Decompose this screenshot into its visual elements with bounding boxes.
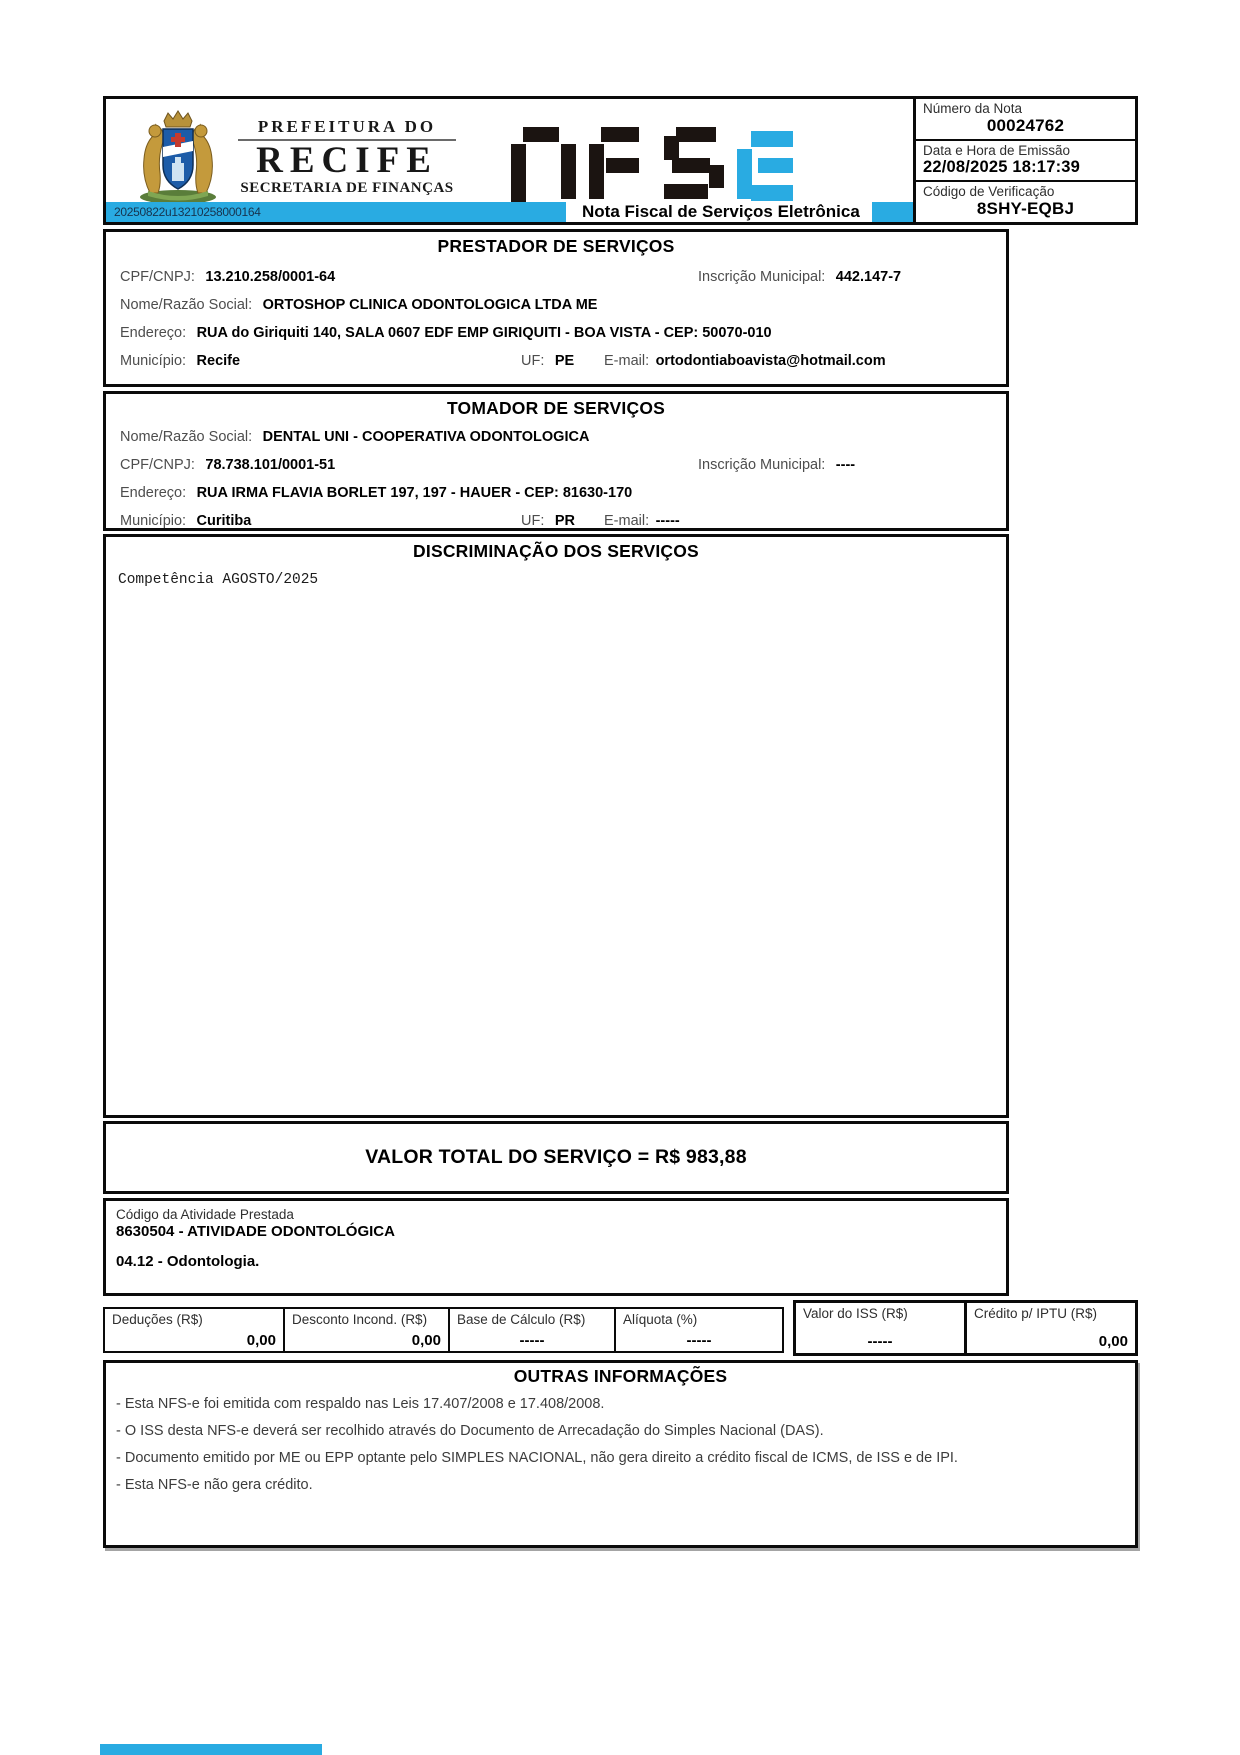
prestador-cpf-value: 13.210.258/0001-64: [205, 269, 336, 285]
tax-summary-highlight-box: [793, 1300, 1138, 1356]
prestador-municipio-row: [106, 347, 1006, 375]
tax-value-deducoes: 0,00: [246, 1332, 276, 1349]
prestador-nome-label: Nome/Razão Social:: [120, 297, 253, 313]
outras-line-4: - Esta NFS-e não gera crédito.: [116, 1477, 313, 1493]
discriminacao-text: Competência AGOSTO/2025: [118, 572, 319, 588]
tomador-im-label: Inscrição Municipal:: [698, 457, 826, 473]
blue-bar-filler: [872, 202, 913, 222]
tomador-nome-label: Nome/Razão Social:: [120, 429, 253, 445]
tax-label-base-calculo: Base de Cálculo (R$): [457, 1312, 586, 1327]
tomador-cpf-row: [106, 451, 1006, 479]
tax-value-base-calculo: -----: [519, 1332, 545, 1349]
atividade-codigo: 8630504 - ATIVIDADE ODONTOLÓGICA: [116, 1223, 395, 1240]
prefeitura-brand: [128, 107, 456, 207]
prestador-municipio-value: Recife: [196, 353, 241, 369]
control-number: 20250822u13210258000164: [106, 202, 566, 222]
prestador-nome-row: [106, 291, 1006, 319]
tax-cell-valor-iss: [796, 1303, 964, 1353]
tax-label-credito-iptu: Crédito p/ IPTU (R$): [974, 1306, 1098, 1321]
prestador-endereco-row: [106, 319, 1006, 347]
prestador-im-label: Inscrição Municipal:: [698, 269, 826, 285]
discriminacao-section: [103, 534, 1009, 1118]
tax-cell-deducoes: [103, 1307, 285, 1353]
outras-line-3: - Documento emitido por ME ou EPP optante pelo SIMPLES NACIONAL, não gera direito a crédito fiscal de ICMS, de ISS e de IPI.: [116, 1450, 958, 1466]
codigo-verificacao-label: Código de Verificação: [923, 184, 1055, 200]
outras-line-2: - O ISS desta NFS-e deverá ser recolhido através do Documento de Arrecadação do Simples Nacional (DAS).: [116, 1423, 824, 1439]
data-emissao-label: Data e Hora de Emissão: [923, 142, 1071, 158]
tomador-nome-row: [106, 423, 1006, 451]
prestador-endereco-value: RUA do Giriquiti 140, SALA 0607 EDF EMP GIRIQUITI - BOA VISTA - CEP: 50070-010: [196, 325, 772, 341]
nfse-logo-icon: [511, 127, 811, 205]
outras-title: OUTRAS INFORMAÇÕES: [513, 1366, 728, 1386]
tomador-email-value: -----: [655, 513, 680, 529]
tax-value-credito-iptu: 0,00: [1098, 1333, 1128, 1350]
data-emissao-value: 22/08/2025 18:17:39: [923, 157, 1081, 176]
tax-cell-credito-iptu: [964, 1303, 1135, 1353]
prestador-email-label: E-mail:: [604, 353, 650, 369]
prestador-cpf-row: [106, 263, 1006, 291]
tomador-im-value: ----: [835, 457, 856, 473]
tax-label-deducoes: Deduções (R$): [112, 1312, 203, 1327]
tomador-nome-value: DENTAL UNI - COOPERATIVA ODONTOLOGICA: [262, 429, 590, 445]
tomador-municipio-value: Curitiba: [196, 513, 252, 529]
nfse-caption: Nota Fiscal de Serviços Eletrônica: [566, 202, 872, 222]
tomador-municipio-label: Município:: [120, 513, 187, 529]
atividade-label: Código da Atividade Prestada: [116, 1207, 294, 1222]
prestador-uf-value: PE: [554, 353, 575, 369]
prestador-title: PRESTADOR DE SERVIÇOS: [437, 236, 675, 256]
tomador-endereco-label: Endereço:: [120, 485, 187, 501]
outras-informacoes-section: [103, 1360, 1138, 1548]
valor-total-text: VALOR TOTAL DO SERVIÇO = R$ 983,88: [365, 1146, 747, 1168]
atividade-item: 04.12 - Odontologia.: [116, 1253, 260, 1270]
prestador-cpf-label: CPF/CNPJ:: [120, 269, 195, 285]
tomador-email-label: E-mail:: [604, 513, 650, 529]
codigo-verificacao-value: 8SHY-EQBJ: [976, 199, 1075, 219]
brand-secretaria: SECRETARIA DE FINANÇAS: [240, 180, 454, 197]
next-page-blue-bar: [100, 1744, 322, 1755]
tax-value-aliquota: -----: [686, 1332, 712, 1349]
note-info-box: [913, 96, 1138, 225]
tomador-title: TOMADOR DE SERVIÇOS: [446, 398, 666, 418]
tomador-section: [103, 391, 1009, 531]
header-blue-bar: [106, 202, 913, 222]
recife-coat-of-arms-icon: [128, 107, 228, 207]
brand-recife: RECIFE: [256, 139, 438, 181]
tax-summary-table: [103, 1307, 782, 1353]
tomador-municipio-row: [106, 507, 1006, 535]
numero-label: Número da Nota: [923, 101, 1023, 116]
numero-da-nota-cell: [916, 99, 1135, 141]
tax-value-valor-iss: -----: [867, 1333, 893, 1350]
discriminacao-title: DISCRIMINAÇÃO DOS SERVIÇOS: [413, 541, 699, 561]
tomador-uf-value: PR: [554, 513, 575, 529]
tomador-endereco-value: RUA IRMA FLAVIA BORLET 197, 197 - HAUER - CEP: 81630-170: [196, 485, 633, 501]
prestador-section: [103, 229, 1009, 387]
codigo-verificacao-cell: [916, 182, 1135, 222]
numero-value: 00024762: [986, 116, 1065, 135]
atividade-section: [103, 1198, 1009, 1296]
prestador-uf-label: UF:: [521, 353, 545, 369]
document-header: [103, 96, 913, 225]
tax-value-desconto: 0,00: [411, 1332, 441, 1349]
prestador-email-value: ortodontiaboavista@hotmail.com: [655, 353, 886, 369]
brand-prefeitura-do: PREFEITURA DO: [238, 117, 456, 141]
outras-line-1: - Esta NFS-e foi emitida com respaldo nas Leis 17.407/2008 e 17.408/2008.: [116, 1396, 605, 1412]
tomador-uf-label: UF:: [521, 513, 545, 529]
tax-label-desconto: Desconto Incond. (R$): [292, 1312, 428, 1327]
prestador-municipio-label: Município:: [120, 353, 187, 369]
tax-cell-base-calculo: [448, 1307, 616, 1353]
tax-cell-aliquota: [614, 1307, 784, 1353]
tax-label-aliquota: Alíquota (%): [623, 1312, 698, 1327]
prestador-nome-value: ORTOSHOP CLINICA ODONTOLOGICA LTDA ME: [262, 297, 598, 313]
valor-total-section: [103, 1121, 1009, 1194]
data-emissao-cell: [916, 141, 1135, 183]
prestador-endereco-label: Endereço:: [120, 325, 187, 341]
tomador-cpf-label: CPF/CNPJ:: [120, 457, 195, 473]
tax-cell-desconto: [283, 1307, 450, 1353]
tax-label-valor-iss: Valor do ISS (R$): [803, 1306, 908, 1321]
prestador-im-value: 442.147-7: [835, 269, 902, 285]
tomador-cpf-value: 78.738.101/0001-51: [205, 457, 336, 473]
tomador-endereco-row: [106, 479, 1006, 507]
